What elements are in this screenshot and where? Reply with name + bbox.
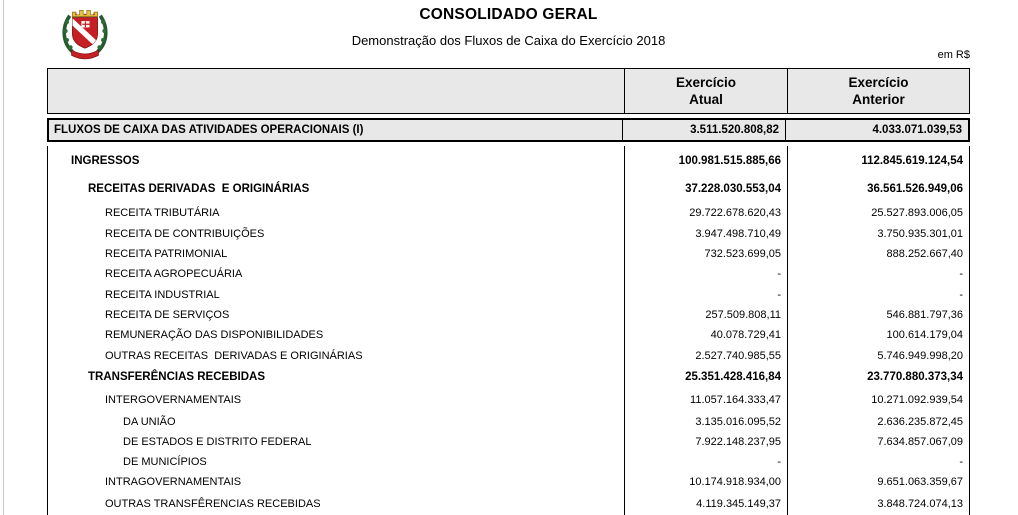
- row-value-exercicio-anterior: 888.252.667,40: [886, 248, 963, 260]
- row-label: REMUNERAÇÃO DAS DISPONIBILIDADES: [48, 325, 625, 345]
- row-value-exercicio-atual: 11.057.164.333,47: [625, 388, 788, 411]
- row-label: TRANSFERÊNCIAS RECEBIDAS: [48, 366, 625, 388]
- row-label: RECEITAS DERIVADAS E ORIGINÁRIAS: [48, 176, 625, 201]
- row-value-exercicio-atual: 100.981.515.885,66: [625, 146, 788, 176]
- row-value-exercicio-atual: 10.174.918.934,00: [625, 472, 788, 492]
- table-row: [48, 492, 969, 515]
- row-value-exercicio-anterior: 100.614.179,04: [886, 329, 963, 341]
- currency-note: em R$: [937, 49, 970, 61]
- header-anterior-line2: Anterior: [852, 92, 905, 107]
- header-cell-empty: [48, 69, 625, 113]
- table-row: [48, 366, 969, 388]
- row-label: OUTRAS TRANSFÊRENCIAS RECEBIDAS: [48, 492, 625, 515]
- row-label: RECEITA TRIBUTÁRIA: [48, 201, 625, 224]
- table-row: [48, 325, 969, 345]
- header-atual-line2: Atual: [689, 92, 723, 107]
- header-anterior-line1: Exercício: [848, 75, 909, 90]
- row-value-exercicio-anterior: 3.750.935.301,01: [877, 228, 963, 240]
- row-value-exercicio-atual: -: [625, 264, 788, 284]
- table-row: [48, 472, 969, 492]
- row-label: RECEITA AGROPECUÁRIA: [48, 264, 625, 284]
- row-value-exercicio-anterior: 25.527.893.006,05: [871, 206, 963, 219]
- header-cell-exercicio-atual: [625, 69, 788, 113]
- row-value-exercicio-anterior: 112.845.619.124,54: [861, 155, 963, 167]
- row-label: RECEITA DE CONTRIBUIÇÕES: [48, 224, 625, 244]
- page-title: CONSOLIDADO GERAL: [419, 6, 598, 23]
- row-value-exercicio-anterior: 2.636.235.872,45: [877, 415, 963, 428]
- header-cell-exercicio-anterior: [788, 69, 969, 113]
- table-row: [48, 201, 969, 224]
- row-value-exercicio-atual: 29.722.678.620,43: [625, 201, 788, 224]
- band-label: FLUXOS DE CAIXA DAS ATIVIDADES OPERACIONAIS (I): [49, 120, 623, 140]
- page-edge-line: [3, 0, 4, 515]
- row-label: RECEITA DE SERVIÇOS: [48, 305, 625, 325]
- row-value-exercicio-atual: 257.509.808,11: [625, 305, 788, 325]
- row-value-exercicio-atual: 4.119.345.149,37: [625, 492, 788, 515]
- table-row: [48, 411, 969, 432]
- row-label: DE MUNICÍPIOS: [48, 452, 625, 472]
- row-value-exercicio-atual: -: [625, 452, 788, 472]
- row-value-exercicio-anterior: -: [959, 288, 963, 301]
- row-label: INTRAGOVERNAMENTAIS: [48, 472, 625, 492]
- table-row: [48, 432, 969, 452]
- row-value-exercicio-atual: 3.135.016.095,52: [625, 411, 788, 432]
- table-header: [47, 68, 970, 114]
- row-label: INGRESSOS: [48, 146, 625, 176]
- row-value-exercicio-atual: 40.078.729,41: [625, 325, 788, 345]
- table-row: [48, 345, 969, 366]
- row-label: DA UNIÃO: [48, 411, 625, 432]
- row-value-exercicio-atual: -: [625, 284, 788, 305]
- row-value-exercicio-atual: 3.947.498.710,49: [625, 224, 788, 244]
- row-value-exercicio-atual: 25.351.428.416,84: [625, 366, 788, 388]
- row-value-exercicio-atual: 7.922.148.237,95: [625, 432, 788, 452]
- row-value-exercicio-anterior: 5.746.949.998,20: [877, 349, 963, 362]
- row-label: OUTRAS RECEITAS DERIVADAS E ORIGINÁRIAS: [48, 345, 625, 366]
- table-row: [48, 244, 969, 264]
- table-row: [48, 284, 969, 305]
- table-row: [48, 264, 969, 284]
- row-value-exercicio-anterior: -: [959, 268, 963, 280]
- row-value-exercicio-anterior: 7.634.857.067,09: [877, 436, 963, 448]
- table-row: [48, 224, 969, 244]
- row-value-exercicio-atual: 2.527.740.985,55: [625, 345, 788, 366]
- row-value-exercicio-atual: 37.228.030.553,04: [625, 176, 788, 201]
- table-row: [48, 388, 969, 411]
- row-label: DE ESTADOS E DISTRITO FEDERAL: [48, 432, 625, 452]
- row-value-exercicio-anterior: 3.848.724.074,13: [877, 498, 963, 510]
- row-value-exercicio-anterior: 9.651.063.359,67: [877, 476, 963, 488]
- header-atual-line1: Exercício: [675, 75, 737, 90]
- table-row: [48, 305, 969, 325]
- row-label: RECEITA INDUSTRIAL: [48, 284, 625, 305]
- row-value-exercicio-anterior: 546.881.797,36: [886, 309, 963, 321]
- row-label: INTERGOVERNAMENTAIS: [48, 388, 625, 411]
- row-value-exercicio-atual: 732.523.699,05: [625, 244, 788, 264]
- row-value-exercicio-anterior: 10.271.092.939,54: [871, 393, 963, 406]
- band-value-exercicio-anterior: 4.033.071.039,53: [872, 124, 962, 136]
- row-label: RECEITA PATRIMONIAL: [48, 244, 625, 264]
- band-value-exercicio-atual: 3.511.520.808,82: [623, 120, 786, 140]
- row-value-exercicio-anterior: -: [959, 456, 963, 468]
- table-body: [47, 146, 970, 515]
- flux-operational-band-row: [47, 118, 970, 142]
- table-row: [48, 146, 969, 176]
- table-row: [48, 176, 969, 201]
- table-row: [48, 452, 969, 472]
- row-value-exercicio-anterior: 36.561.526.949,06: [867, 182, 963, 195]
- page-subtitle: Demonstração dos Fluxos de Caixa do Exercício 2018: [351, 33, 666, 48]
- row-value-exercicio-anterior: 23.770.880.373,34: [867, 371, 963, 383]
